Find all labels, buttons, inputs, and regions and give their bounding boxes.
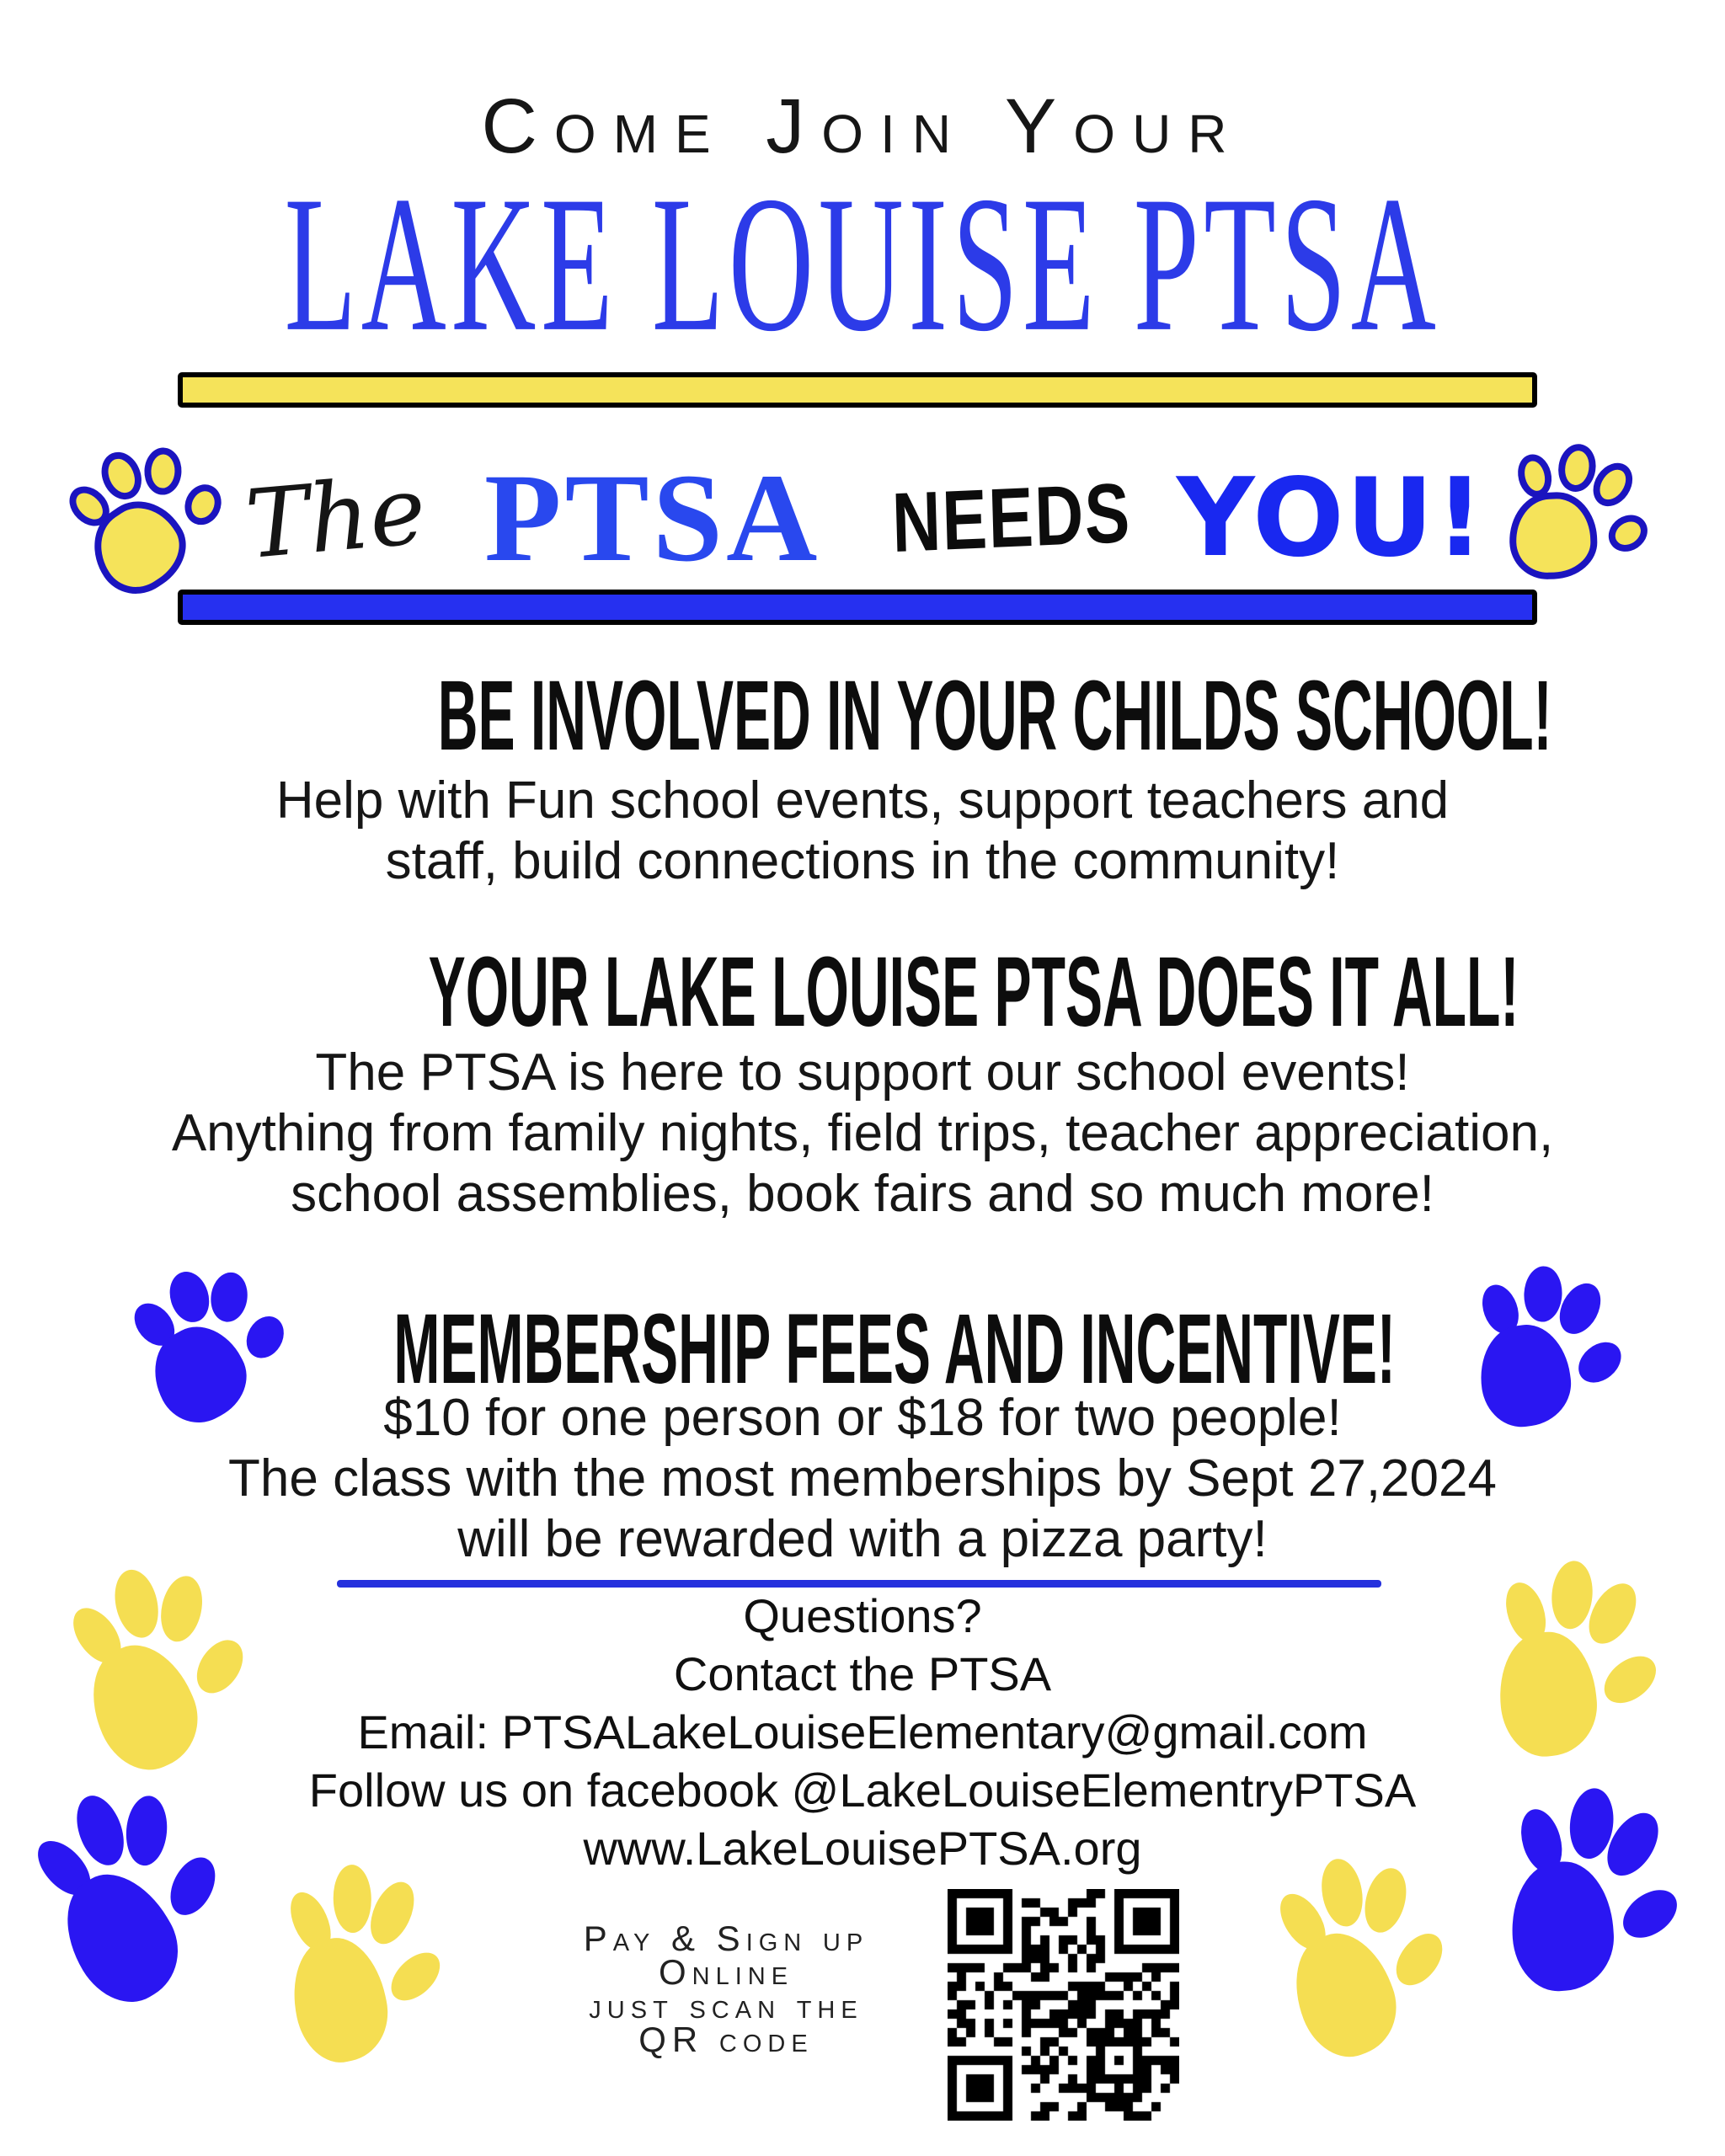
contact-website: www.LakeLouisePTSA.org [583, 1822, 1142, 1875]
yellow-bar [178, 372, 1537, 408]
qr-code-icon [948, 1889, 1179, 2121]
contact-email: Email: PTSALakeLouiseElementary@gmail.com [357, 1705, 1368, 1758]
paw-print-icon [1467, 1258, 1628, 1444]
body-line: The class with the most memberships by Sept 27,2024 [228, 1449, 1497, 1508]
signup-line: QR code [638, 2020, 814, 2059]
body-line: staff, build connections in the community! [385, 832, 1340, 890]
body-line: Help with Fun school events, support teachers and [275, 771, 1450, 830]
body-line: will be rewarded with a pizza party! [457, 1510, 1268, 1568]
kicker-text: Come Join Your [481, 83, 1244, 169]
banner-word-needs: NEEDS [891, 465, 1133, 570]
body-line: $10 for one person or $18 for two people! [383, 1389, 1342, 1447]
section-body-be-involved [0, 771, 1725, 892]
contact-line: Contact the PTSA [673, 1647, 1052, 1700]
paw-print-icon [1494, 431, 1662, 605]
signup-line: just scan the [589, 1986, 863, 2025]
banner-word-the: The [241, 455, 430, 581]
signup-line: Online [658, 1952, 794, 1992]
paw-print-icon [60, 426, 240, 610]
section-body-does-it-all [0, 1043, 1725, 1225]
body-line: The PTSA is here to support our school events! [315, 1043, 1410, 1102]
body-line: school assemblies, book fairs and so much more! [291, 1165, 1434, 1223]
body-line: Anything from family nights, field trips, teacher appreciation, [171, 1104, 1554, 1162]
page-title-text: LAKE LOUISE PTSA [284, 155, 1441, 372]
blue-bar [178, 590, 1537, 625]
section-heading-membership-fees: MEMBERSHIP FEES AND INCENTIVE! [393, 1294, 1396, 1405]
paw-print-icon [71, 1557, 252, 1785]
contact-block [0, 1587, 1725, 1877]
banner-word-ptsa: PTSA [483, 448, 821, 588]
needs-you-banner [0, 438, 1725, 598]
contact-facebook: Follow us on facebook @LakeLouiseElementryPTSA [308, 1764, 1417, 1817]
paw-print-icon [1280, 1851, 1445, 2069]
section-heading-does-it-all: YOUR LAKE LOUISE PTSA DOES IT ALL! [428, 937, 1519, 1048]
paw-print-icon [284, 1860, 440, 2076]
banner-word-you: YOU! [1176, 455, 1487, 581]
section-heading-be-involved: BE INVOLVED IN YOUR CHILDS SCHOOL! [437, 660, 1552, 771]
signup-line: Pay & Sign up [583, 1919, 869, 1958]
qr-code-canvas [948, 1889, 1179, 2121]
signup-instructions [440, 1919, 1012, 2059]
questions-heading: Questions? [743, 1589, 982, 1642]
